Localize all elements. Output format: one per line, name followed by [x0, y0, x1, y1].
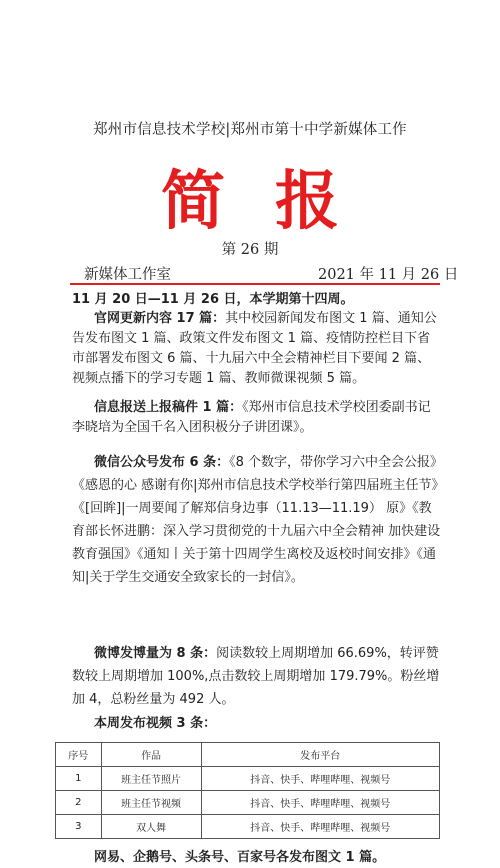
wechat-lead: 微信公众号发布 6 条：: [94, 455, 230, 470]
report-lead: 信息报送上报稿件 1 篇：: [94, 400, 243, 415]
red-divider: [70, 283, 440, 285]
header-cell-platform: 发布平台: [201, 743, 439, 767]
issue-number: 第 26 期: [221, 242, 279, 258]
site-updates-text: 其中校园新闻发布图文 1 篇、通知公告发布图文 1 篇、政策文件发布图文 1 篇、疫情防控栏目下省市部署发布图文 6 篇、十九届六中全会精神栏目下要闻 2 篇、视频点播下的学习专题 1 篇、教师微课视频 5 篇。: [72, 311, 437, 386]
table-row: [56, 767, 440, 791]
wechat-paragraph: [72, 451, 442, 589]
cell-work: 班主任节视频: [101, 791, 201, 815]
cell-platform: 抖音、快手、哔哩哔哩、视频号: [201, 815, 439, 839]
video-lead: 本周发布视频 3 条：: [94, 716, 217, 731]
weibo-text: 阅读数较上周期增加 66.69%，转评赞数较上周期增加 100%,点击数较上周期增加 179.79%。粉丝增加 4，总粉丝量为 492 人。: [72, 646, 440, 707]
wechat-text: 《8 个数字，带你学习六中全会公报》《感恩的心 感谢有你|郑州市信息技术学校举行第四届班主任节》《[回眸]|一周要闻了解郑信身边事（11.13—11.19） 原》《教育部长怀进鹏：深入学习贯彻党的十九届六中全会精神 加快建设教育强国》《通知丨关于第十四周学生离校及返校时间安排》《通知|关于学生交通安全致家长的一封信》。: [72, 455, 441, 585]
video-lead-line: [72, 714, 442, 734]
main-title: 简报: [161, 164, 389, 239]
report-text: 《郑州市信息技术学校团委副书记李晓培为全国千名入团积极分子讲团课》。: [72, 400, 431, 435]
org-title: 郑州市信息技术学校|郑州市第十中学新媒体工作: [93, 122, 407, 138]
week-line: [72, 290, 442, 310]
table-row: [56, 815, 440, 839]
table-row: [56, 791, 440, 815]
cell-work: 双人舞: [101, 815, 201, 839]
cell-platform: 抖音、快手、哔哩哔哩、视频号: [201, 767, 439, 791]
table-header-row: [56, 743, 440, 767]
report-paragraph: [72, 398, 442, 438]
header-cell-index: 序号: [56, 743, 102, 767]
footer-line-text: 网易、企鹅号、头条号、百家号各发布图文 1 篇。: [94, 850, 386, 865]
header-cell-work: 作品: [101, 743, 201, 767]
cell-platform: 抖音、快手、哔哩哔哩、视频号: [201, 791, 439, 815]
weibo-paragraph: [72, 642, 442, 711]
department: 新媒体工作室: [84, 267, 171, 283]
cell-index: 3: [56, 815, 102, 839]
footer-line: [72, 848, 442, 868]
video-table: [55, 742, 440, 839]
cell-index: 1: [56, 767, 102, 791]
cell-index: 2: [56, 791, 102, 815]
cell-work: 班主任节照片: [101, 767, 201, 791]
publish-date: 2021 年 11 月 26 日: [318, 267, 459, 283]
weibo-lead: 微博发博量为 8 条：: [94, 646, 217, 661]
week-line-text: 11 月 20 日—11 月 26 日，本学期第十四周。: [72, 292, 354, 307]
site-updates-paragraph: [72, 309, 442, 389]
site-updates-lead: 官网更新内容 17 篇：: [94, 311, 226, 326]
